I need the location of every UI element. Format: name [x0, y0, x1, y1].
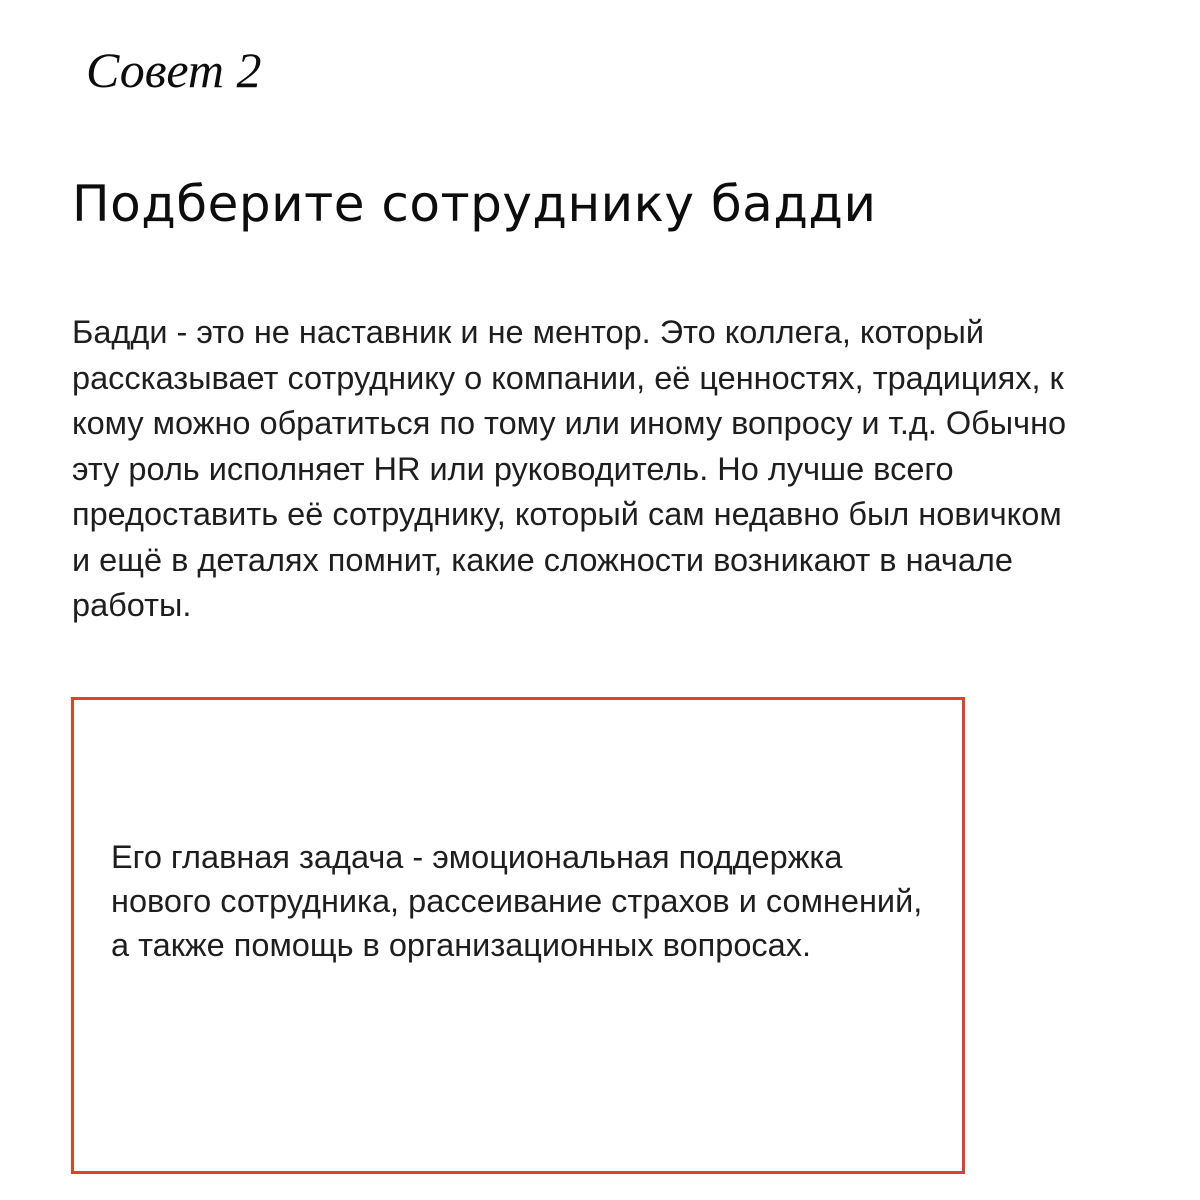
body-paragraph: Бадди - это не наставник и не ментор. Это коллега, который рассказывает сотруднику о компании, её ценностях, традициях, к кому можно обратиться по тому или иному вопросу и т.д. Обычно эту роль исполняет HR или руководитель. Но лучше всего предоставить её сотруднику, который сам недавно был новичком и ещё в деталях помнит, какие сложности возникают в начале работы.: [72, 314, 1067, 623]
callout-text: Его главная задача - эмоциональная поддержка нового сотрудника, рассеивание страхов и сомнений, а также помощь в организационных вопросах.: [111, 839, 923, 963]
page-title: Подберите сотруднику бадди: [72, 175, 877, 233]
callout-box: [71, 697, 965, 1174]
tip-number-label: Совет 2: [86, 42, 262, 98]
